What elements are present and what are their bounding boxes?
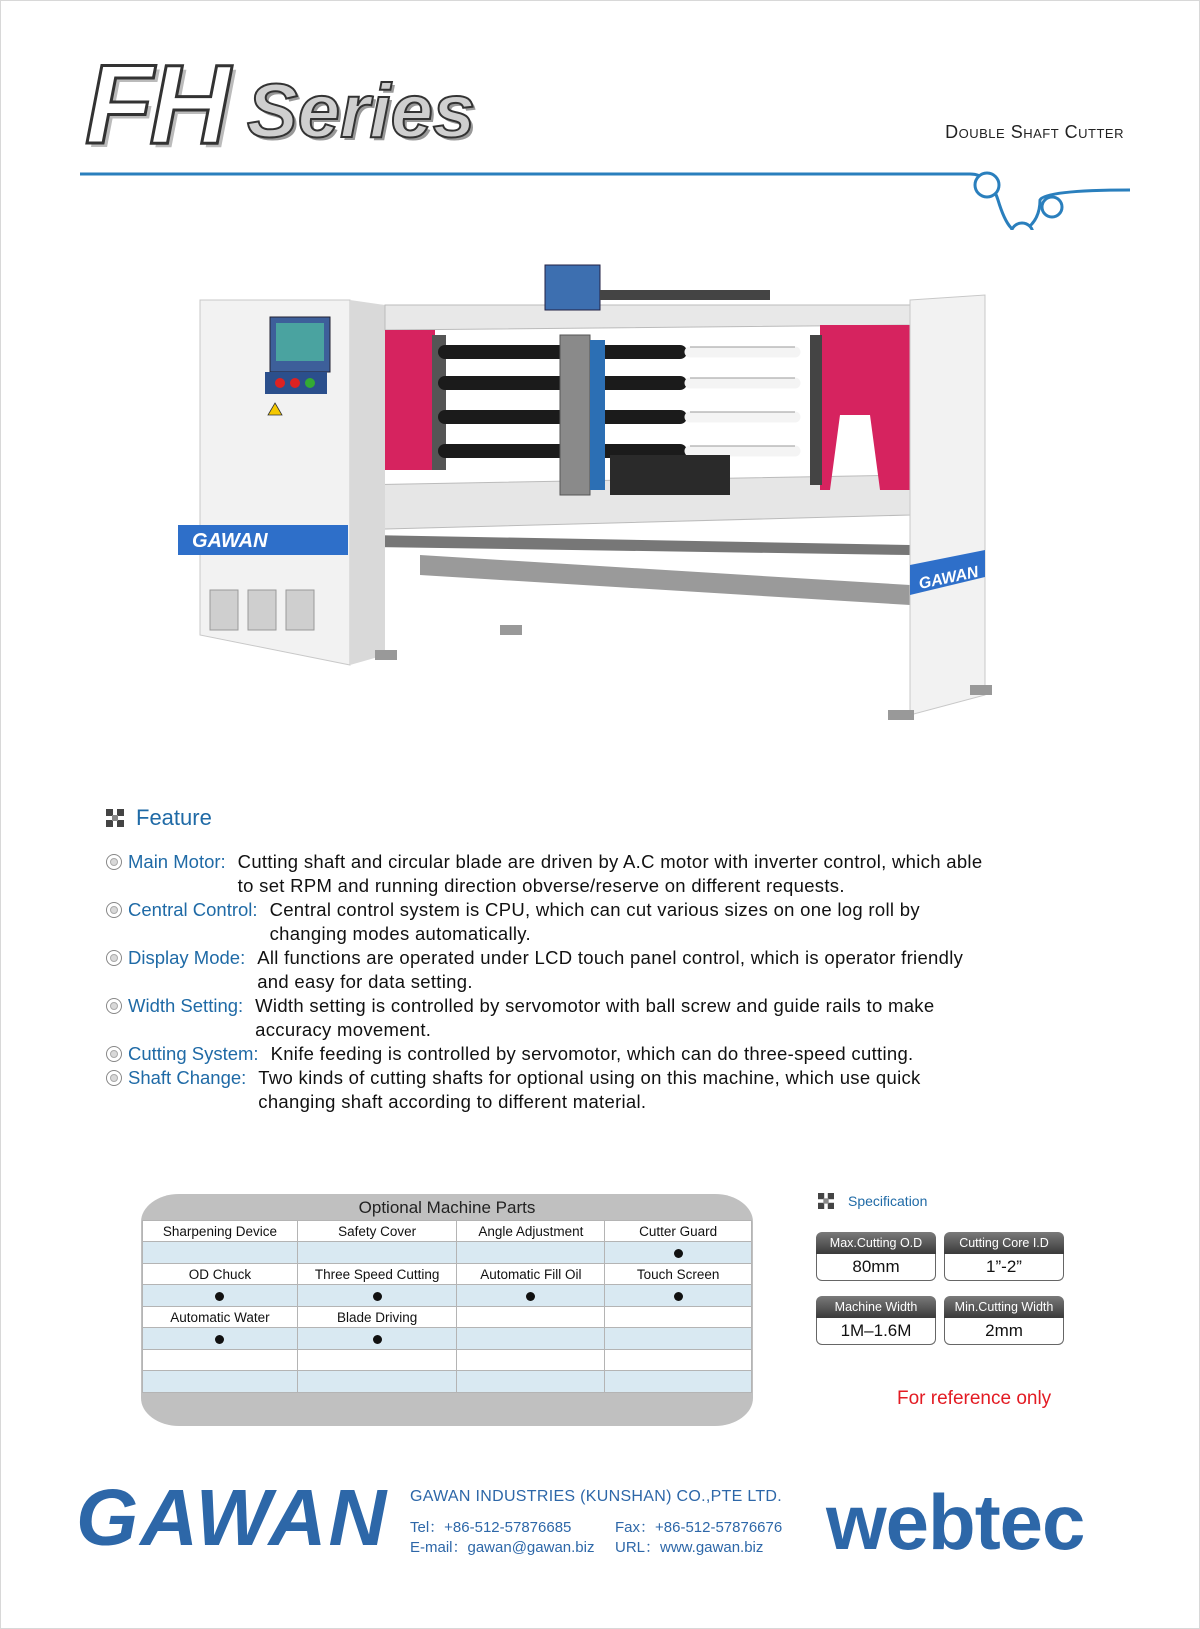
included-dot-icon — [215, 1292, 224, 1301]
spec-key: Cutting Core I.D — [944, 1232, 1064, 1254]
circle-bullet-icon — [106, 1070, 122, 1086]
spec-key: Machine Width — [816, 1296, 936, 1318]
optional-parts-panel — [141, 1194, 753, 1426]
optional-part-label — [143, 1350, 298, 1371]
feature-list — [106, 850, 1126, 1114]
spec-value: 80mm — [816, 1254, 936, 1281]
optional-part-label: Automatic Water — [143, 1307, 298, 1328]
feature-item — [106, 1066, 1126, 1114]
feature-label: Width Setting: — [128, 995, 244, 1016]
optional-part-label — [297, 1350, 456, 1371]
feature-label: Cutting System: — [128, 1043, 259, 1064]
phone-number: Tel：+86-512-57876685 — [410, 1519, 572, 1536]
cross-bullet-icon — [818, 1193, 834, 1209]
optional-part-mark — [457, 1242, 605, 1264]
optional-part-mark — [605, 1371, 752, 1393]
circle-bullet-icon — [106, 1046, 122, 1062]
feature-text: Width setting is controlled by servomotor with ball screw and guide rails to make accuracy movement. — [255, 995, 935, 1040]
optional-part-mark — [457, 1285, 605, 1307]
spec-key: Max.Cutting O.D — [816, 1232, 936, 1254]
included-dot-icon — [674, 1249, 683, 1258]
machine-logo-right: GAWAN — [917, 563, 980, 593]
included-dot-icon — [215, 1335, 224, 1344]
specification-heading — [818, 1193, 927, 1209]
spec-max-cutting-od — [816, 1232, 936, 1282]
machine-illustration — [170, 255, 1050, 765]
optional-part-label: Touch Screen — [605, 1264, 752, 1285]
feature-text: Cutting shaft and circular blade are driven by A.C motor with inverter control, which able to set RPM and running direction obverse/reserve on different requests. — [237, 851, 983, 896]
optional-part-mark — [605, 1242, 752, 1264]
optional-part-mark — [143, 1242, 298, 1264]
circle-bullet-icon — [106, 854, 122, 870]
optional-parts-mark-row — [143, 1371, 752, 1393]
optional-part-mark — [457, 1328, 605, 1350]
optional-part-label — [605, 1350, 752, 1371]
optional-parts-label-row — [143, 1307, 752, 1328]
optional-parts-table — [142, 1220, 752, 1393]
contact-info — [410, 1518, 782, 1558]
email-link[interactable]: E-mail：gawan@gawan.biz — [410, 1539, 595, 1556]
optional-part-mark — [457, 1371, 605, 1393]
machine-logo-left: GAWAN — [192, 530, 268, 552]
spec-key: Min.Cutting Width — [944, 1296, 1064, 1318]
specification-title: Specification — [848, 1193, 928, 1209]
feature-label: Main Motor: — [128, 851, 226, 872]
optional-part-mark — [143, 1371, 298, 1393]
optional-part-mark — [297, 1328, 456, 1350]
feature-item — [106, 898, 1126, 946]
feature-label: Central Control: — [128, 899, 258, 920]
optional-part-label: Sharpening Device — [143, 1221, 298, 1242]
included-dot-icon — [674, 1292, 683, 1301]
feature-label: Shaft Change: — [128, 1067, 247, 1088]
feature-text: Central control system is CPU, which can cut various sizes on one log roll by changing modes automatically. — [269, 899, 920, 944]
series-title-sub: Series — [247, 69, 476, 154]
spec-machine-width — [816, 1296, 936, 1346]
optional-part-mark — [605, 1285, 752, 1307]
included-dot-icon — [526, 1292, 535, 1301]
header-decorative-line — [80, 160, 1130, 230]
optional-part-mark — [297, 1371, 456, 1393]
feature-item — [106, 994, 1126, 1042]
optional-part-label: Three Speed Cutting — [297, 1264, 456, 1285]
spec-value: 2mm — [944, 1318, 1064, 1345]
optional-part-label: Blade Driving — [297, 1307, 456, 1328]
optional-part-label: Angle Adjustment — [457, 1221, 605, 1242]
optional-parts-mark-row — [143, 1328, 752, 1350]
feature-item — [106, 1042, 1126, 1066]
reference-note: For reference only — [897, 1388, 1052, 1409]
optional-part-label: Cutter Guard — [605, 1221, 752, 1242]
spec-cutting-core-id — [944, 1232, 1064, 1282]
optional-part-mark — [143, 1328, 298, 1350]
optional-part-label: Safety Cover — [297, 1221, 456, 1242]
optional-part-mark — [297, 1242, 456, 1264]
included-dot-icon — [373, 1335, 382, 1344]
product-subtitle: Double Shaft Cutter — [945, 122, 1124, 142]
feature-item — [106, 946, 1126, 994]
spec-value: 1M–1.6M — [816, 1318, 936, 1345]
included-dot-icon — [373, 1292, 382, 1301]
company-name: GAWAN INDUSTRIES (KUNSHAN) CO.,PTE LTD. — [410, 1488, 783, 1505]
optional-part-mark — [605, 1328, 752, 1350]
feature-heading — [106, 805, 212, 831]
webtec-logo: webtec — [826, 1478, 1085, 1566]
feature-text: Knife feeding is controlled by servomotor, which can do three-speed cutting. — [270, 1043, 914, 1064]
optional-part-label — [605, 1307, 752, 1328]
circle-bullet-icon — [106, 998, 122, 1014]
feature-text: All functions are operated under LCD touch panel control, which is operator friendly and easy for data setting. — [257, 947, 964, 992]
feature-label: Display Mode: — [128, 947, 246, 968]
optional-part-label: Automatic Fill Oil — [457, 1264, 605, 1285]
spec-min-cutting-width — [944, 1296, 1064, 1346]
circle-bullet-icon — [106, 950, 122, 966]
optional-parts-label-row — [143, 1221, 752, 1242]
circle-bullet-icon — [106, 902, 122, 918]
optional-parts-mark-row — [143, 1285, 752, 1307]
optional-parts-label-row — [143, 1350, 752, 1371]
optional-part-label: OD Chuck — [143, 1264, 298, 1285]
optional-part-label — [457, 1350, 605, 1371]
feature-item — [106, 850, 1126, 898]
optional-part-label — [457, 1307, 605, 1328]
optional-parts-label-row — [143, 1264, 752, 1285]
feature-title: Feature — [136, 805, 212, 830]
cross-bullet-icon — [106, 809, 124, 827]
optional-parts-title: Optional Machine Parts — [358, 1198, 536, 1217]
gawan-logo: GAWAN — [76, 1473, 389, 1562]
optional-part-mark — [297, 1285, 456, 1307]
optional-parts-mark-row — [143, 1242, 752, 1264]
website-link[interactable]: URL：www.gawan.biz — [615, 1539, 764, 1556]
feature-text: Two kinds of cutting shafts for optional using on this machine, which use quick changing shaft according to different material. — [258, 1067, 921, 1112]
fax-number: Fax：+86-512-57876676 — [615, 1519, 783, 1536]
series-title-main: FH — [85, 42, 227, 167]
spec-value: 1”-2” — [944, 1254, 1064, 1281]
optional-part-mark — [143, 1285, 298, 1307]
